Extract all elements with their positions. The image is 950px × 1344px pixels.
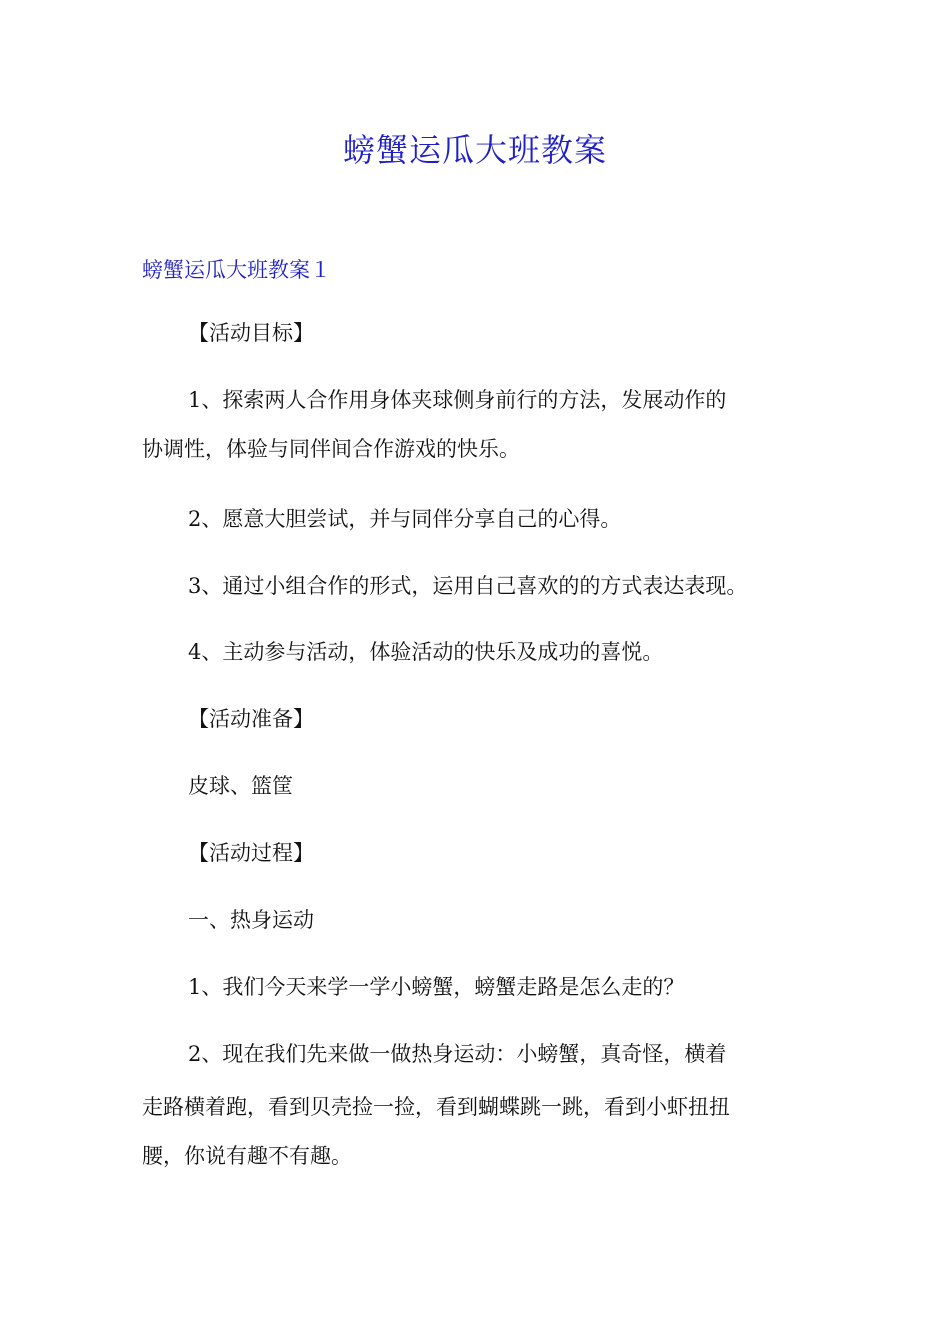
preparation-heading: 【活动准备】	[188, 707, 314, 731]
document-title: 螃蟹运瓜大班教案	[342, 131, 607, 169]
section-subtitle: 螃蟹运瓜大班教案１	[142, 258, 331, 282]
process-heading: 【活动过程】	[188, 841, 314, 865]
step-1: 1、我们今天来学一学小螃蟹，螃蟹走路是怎么走的？	[188, 975, 685, 999]
step-2-line-3: 腰，你说有趣不有趣。	[142, 1144, 352, 1168]
goal-1-line-2: 协调性，体验与同伴间合作游戏的快乐。	[142, 437, 520, 461]
step-2-line-1: 2、现在我们先来做一做热身运动：小螃蟹，真奇怪，横着	[188, 1042, 727, 1066]
goal-4: 4、主动参与活动，体验活动的快乐及成功的喜悦。	[188, 640, 664, 664]
section-warmup: 一、热身运动	[188, 908, 314, 932]
goal-2: 2、愿意大胆尝试，并与同伴分享自己的心得。	[188, 507, 622, 531]
step-2-line-2: 走路横着跑，看到贝壳捡一捡，看到蝴蝶跳一跳，看到小虾扭扭	[142, 1095, 730, 1119]
goals-heading: 【活动目标】	[188, 321, 314, 345]
goal-1-line-1: 1、探索两人合作用身体夹球侧身前行的方法，发展动作的	[188, 388, 727, 412]
preparation-items: 皮球、篮筐	[188, 774, 293, 798]
goal-3: 3、通过小组合作的形式，运用自己喜欢的的方式表达表现。	[188, 574, 748, 598]
